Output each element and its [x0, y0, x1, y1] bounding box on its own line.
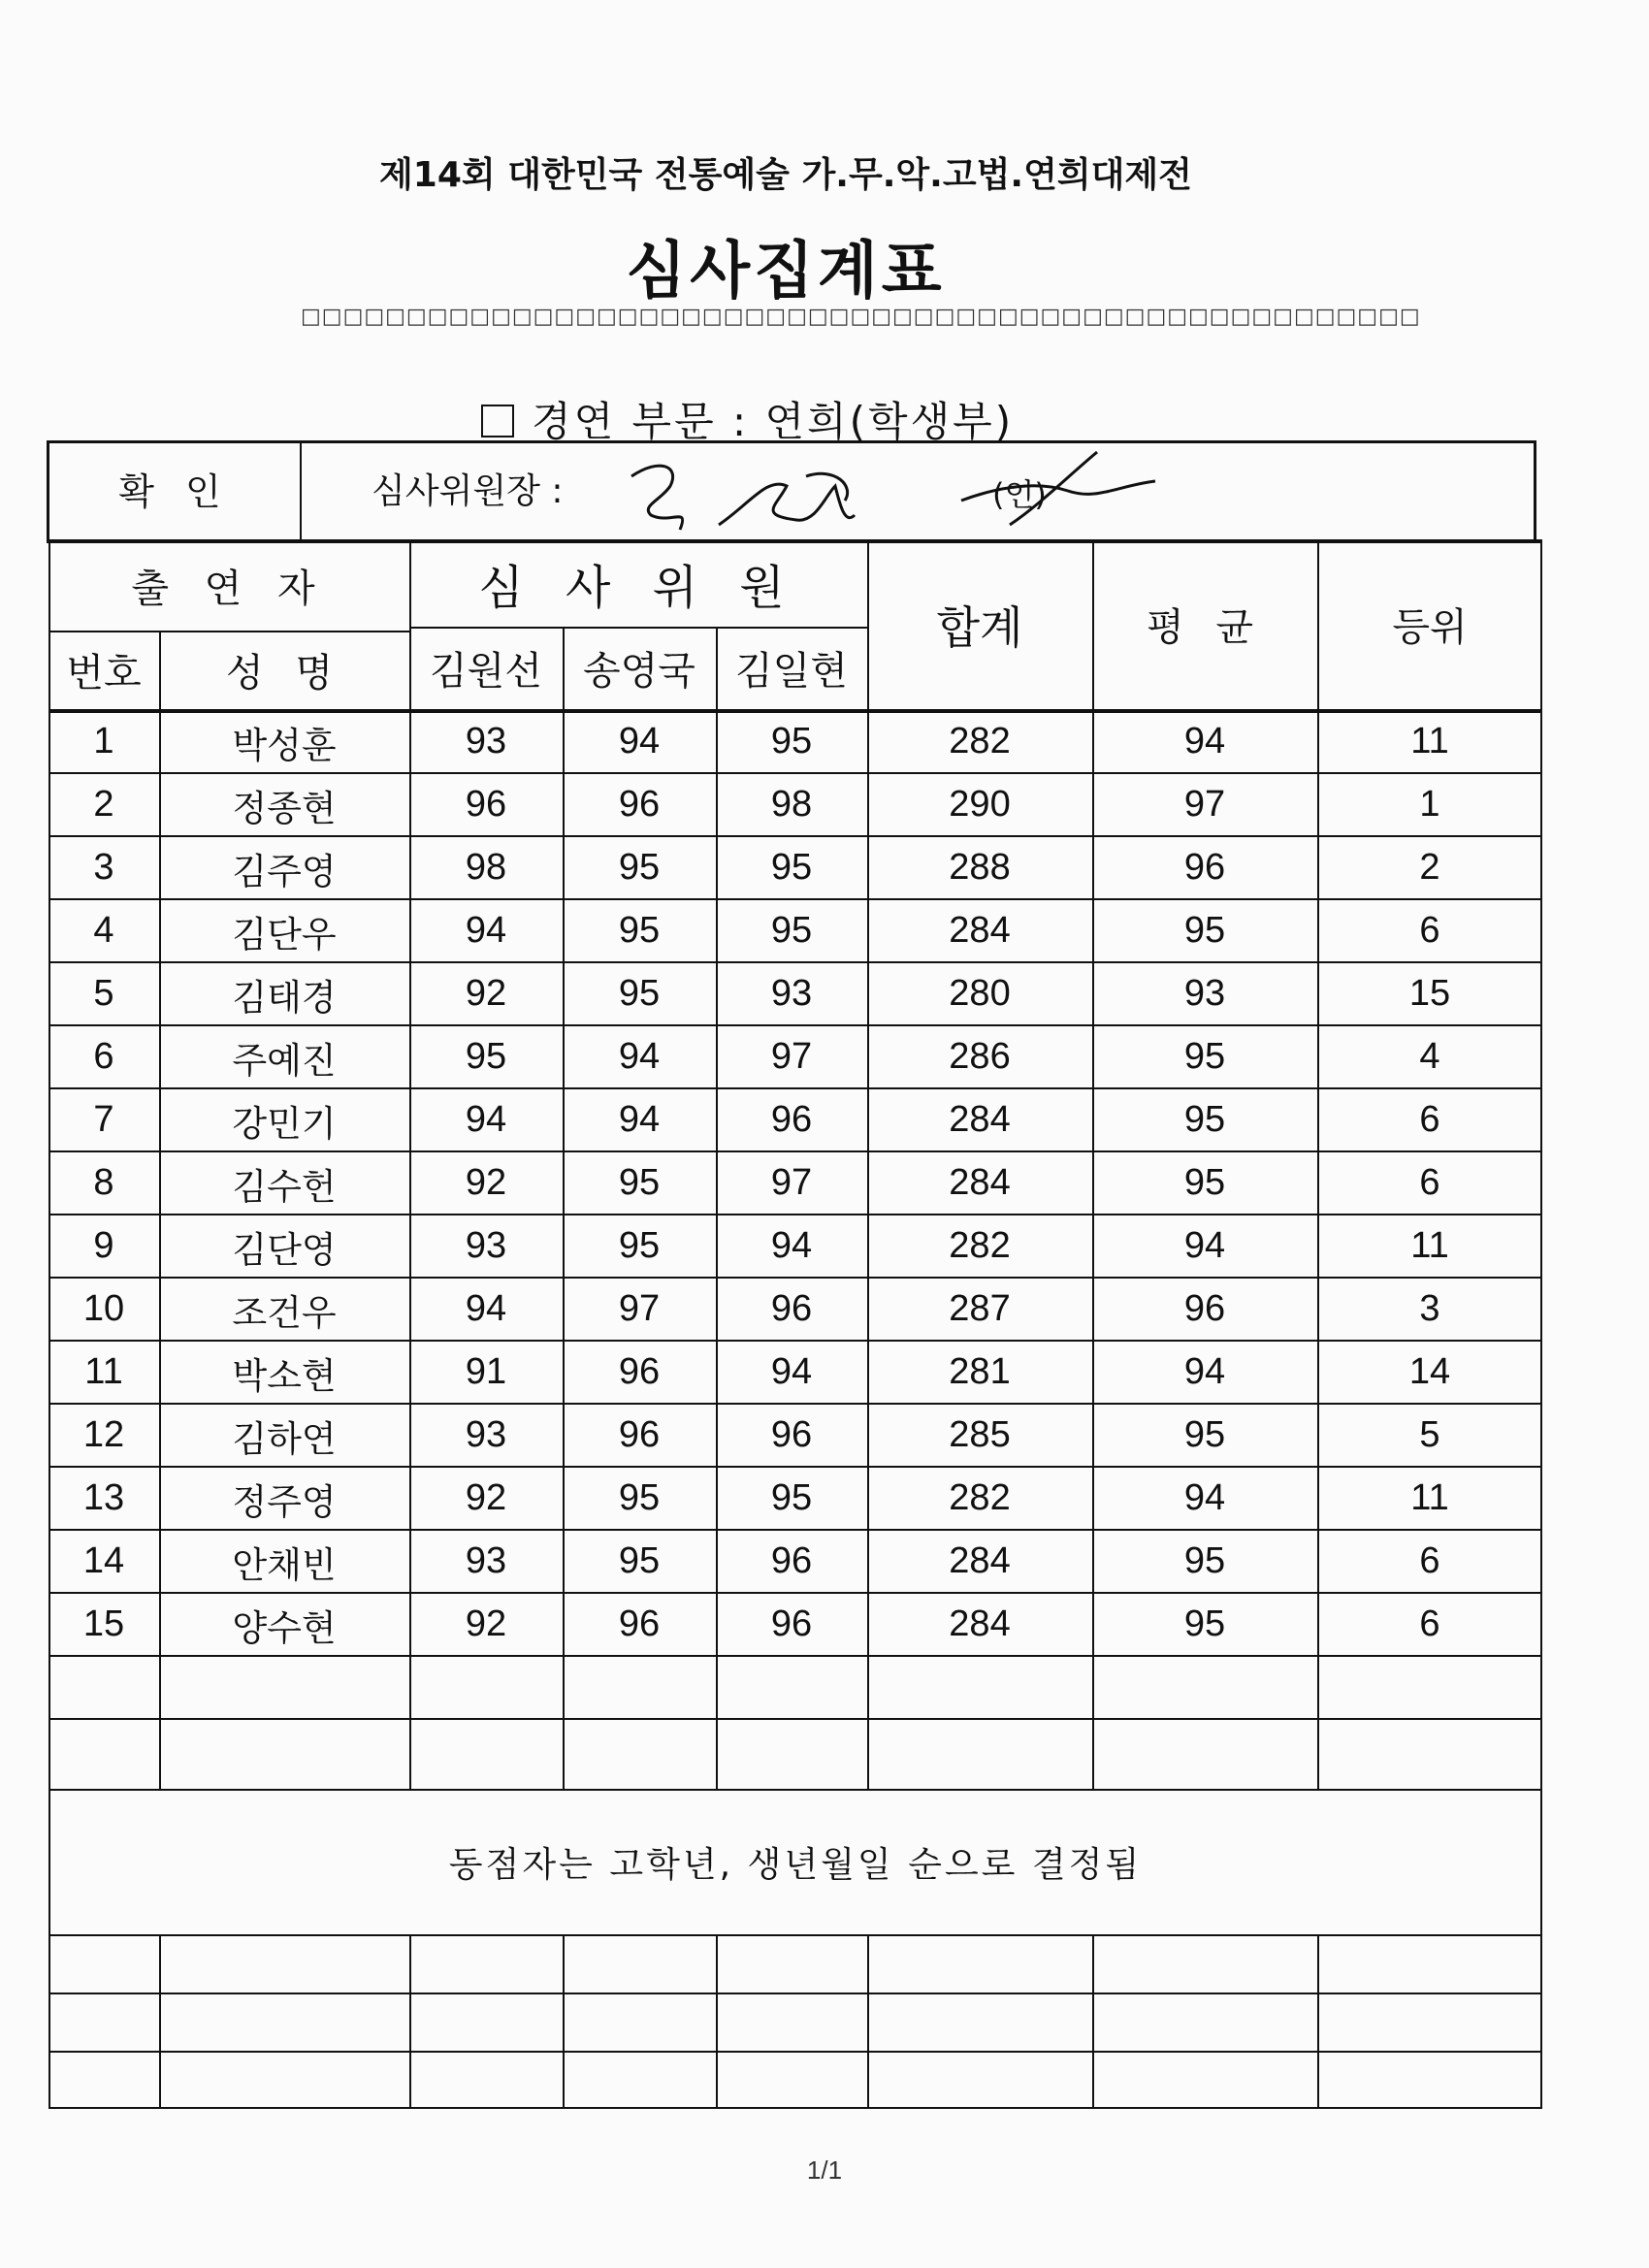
- judge-2-score: 94: [618, 1099, 661, 1140]
- judge-3-score: 97: [770, 1162, 813, 1203]
- judge-1-score: 95: [465, 1036, 507, 1077]
- total-score: 290: [949, 784, 1011, 825]
- average-score: 95: [1183, 1604, 1226, 1644]
- average-score: 95: [1183, 1414, 1226, 1455]
- judge-1-score: 92: [465, 1477, 507, 1518]
- judge-2-score: 95: [618, 1225, 661, 1266]
- average-score: 95: [1183, 1162, 1226, 1203]
- judge-2-header: 송영국: [583, 649, 695, 694]
- performer-name: 정종현: [232, 787, 337, 829]
- performer-name: 김단영: [232, 1228, 337, 1271]
- event-subtitle: 제14회 대한민국 전통예술 가.무.악.고법.연희대제전: [379, 155, 1192, 195]
- average-score: 94: [1183, 1225, 1226, 1266]
- row-number: 4: [93, 910, 114, 951]
- row-number: 1: [93, 721, 114, 761]
- row-number: 15: [82, 1604, 125, 1644]
- rank-value: 11: [1410, 721, 1449, 761]
- seal-text: (인): [992, 476, 1047, 513]
- judge-2-score: 96: [618, 784, 661, 825]
- rank-value: 4: [1419, 1036, 1440, 1077]
- judge-1-score: 93: [465, 1540, 507, 1581]
- average-score: 93: [1183, 973, 1226, 1014]
- average-score: 95: [1183, 1540, 1226, 1581]
- judge-2-score: 95: [618, 1477, 661, 1518]
- judge-3-score: 96: [770, 1414, 813, 1455]
- judge-2-score: 96: [618, 1414, 661, 1455]
- rank-value: 6: [1419, 1540, 1440, 1581]
- total-score: 287: [949, 1288, 1011, 1329]
- row-number: 7: [93, 1099, 114, 1140]
- rank-value: 6: [1419, 1099, 1440, 1140]
- rank-value: 11: [1410, 1477, 1449, 1518]
- judge-1-score: 93: [465, 721, 507, 761]
- judge-1-score: 93: [465, 1414, 507, 1455]
- average-score: 97: [1183, 784, 1226, 825]
- judge-3-score: 96: [770, 1604, 813, 1644]
- performer-name: 김주영: [232, 850, 337, 892]
- judge-1-score: 92: [465, 1604, 507, 1644]
- total-score: 284: [949, 1099, 1011, 1140]
- average-score: 95: [1183, 1099, 1226, 1140]
- total-score: 281: [949, 1351, 1011, 1392]
- total-score: 284: [949, 910, 1011, 951]
- row-number: 10: [82, 1288, 125, 1329]
- average-header: 평 균: [1147, 605, 1263, 650]
- judge-3-score: 95: [770, 1477, 813, 1518]
- judge-1-score: 94: [465, 910, 507, 951]
- judge-3-score: 95: [770, 721, 813, 761]
- rank-value: 15: [1408, 973, 1451, 1014]
- performer-name: 박성훈: [232, 724, 337, 766]
- judge-3-score: 98: [770, 784, 813, 825]
- judge-3-score: 94: [770, 1351, 813, 1392]
- performer-name: 조건우: [232, 1291, 337, 1334]
- rank-value: 2: [1419, 847, 1440, 888]
- total-score: 286: [949, 1036, 1011, 1077]
- judge-1-score: 92: [465, 973, 507, 1014]
- judge-3-header: 김일현: [735, 649, 848, 694]
- chair-label: 심사위원장 :: [372, 471, 564, 511]
- rank-header: 등위: [1392, 605, 1468, 650]
- tiebreak-note: 동점자는 고학년, 생년월일 순으로 결정됨: [448, 1844, 1143, 1885]
- performer-name: 박소현: [232, 1354, 337, 1397]
- row-number: 14: [82, 1540, 125, 1581]
- rank-value: 11: [1410, 1225, 1449, 1266]
- total-score: 280: [949, 973, 1011, 1014]
- judge-1-score: 94: [465, 1099, 507, 1140]
- judge-1-score: 94: [465, 1288, 507, 1329]
- signature-icon: [612, 447, 1175, 544]
- total-score: 282: [949, 1477, 1011, 1518]
- rank-value: 6: [1419, 1162, 1440, 1203]
- competition-section: [481, 390, 1014, 448]
- average-score: 96: [1183, 847, 1226, 888]
- row-number: 13: [82, 1477, 125, 1518]
- average-score: 94: [1183, 721, 1226, 761]
- judge-3-score: 95: [770, 910, 813, 951]
- performer-name: 강민기: [232, 1102, 337, 1145]
- judges-group-header: 심 사 위 원: [478, 560, 798, 615]
- average-score: 94: [1183, 1351, 1226, 1392]
- rank-value: 3: [1419, 1288, 1440, 1329]
- total-score: 285: [949, 1414, 1011, 1455]
- performer-name: 김단우: [232, 913, 337, 956]
- confirm-label: 확 인: [49, 443, 302, 540]
- judge-2-score: 95: [618, 910, 661, 951]
- judge-3-score: 93: [770, 973, 813, 1014]
- total-score: 284: [949, 1604, 1011, 1644]
- judge-3-score: 96: [770, 1540, 813, 1581]
- judge-1-score: 93: [465, 1225, 507, 1266]
- judge-3-score: 97: [770, 1036, 813, 1077]
- total-score: 288: [949, 847, 1011, 888]
- average-score: 95: [1183, 1036, 1226, 1077]
- judge-2-score: 95: [618, 1540, 661, 1581]
- judge-2-score: 97: [618, 1288, 661, 1329]
- judge-2-score: 95: [618, 973, 661, 1014]
- row-number: 6: [93, 1036, 114, 1077]
- row-number: 12: [82, 1414, 125, 1455]
- judge-3-score: 96: [770, 1099, 813, 1140]
- page-title: 심사집계표: [626, 236, 946, 308]
- checkbox-icon: [481, 405, 514, 437]
- performer-name: 양수현: [232, 1606, 337, 1649]
- judge-2-score: 94: [618, 1036, 661, 1077]
- total-score: 284: [949, 1540, 1011, 1581]
- total-header: 합계: [936, 600, 1023, 654]
- judge-3-score: 94: [770, 1225, 813, 1266]
- judge-2-score: 94: [618, 721, 661, 761]
- judge-3-score: 96: [770, 1288, 813, 1329]
- number-header: 번호: [66, 651, 142, 696]
- rank-value: 6: [1419, 910, 1440, 951]
- rank-value: 1: [1419, 784, 1440, 825]
- judge-2-score: 96: [618, 1604, 661, 1644]
- rank-value: 14: [1408, 1351, 1451, 1392]
- page-number: 1/1: [806, 2155, 843, 2185]
- average-score: 95: [1183, 910, 1226, 951]
- total-score: 284: [949, 1162, 1011, 1203]
- row-number: 9: [93, 1225, 114, 1266]
- performer-name: 김하연: [232, 1417, 337, 1460]
- judge-1-score: 91: [465, 1351, 507, 1392]
- performer-name: 안채빈: [232, 1543, 337, 1586]
- performer-name: 김태경: [232, 976, 337, 1019]
- row-number: 8: [93, 1162, 114, 1203]
- performer-group-header: 출 연 자: [131, 566, 327, 611]
- judge-1-score: 92: [465, 1162, 507, 1203]
- judge-2-score: 95: [618, 1162, 661, 1203]
- judge-2-score: 96: [618, 1351, 661, 1392]
- average-score: 96: [1183, 1288, 1226, 1329]
- name-header: 성 명: [226, 651, 342, 696]
- row-number: 3: [93, 847, 114, 888]
- average-score: 94: [1183, 1477, 1226, 1518]
- judge-1-score: 98: [465, 847, 507, 888]
- performer-name: 정주영: [232, 1480, 337, 1523]
- rank-value: 5: [1419, 1414, 1440, 1455]
- row-number: 5: [93, 973, 114, 1014]
- placeholder-box-row: □□□□□□□□□□□□□□□□□□□□□□□□□□□□□□□□□□□□□□□□□□□□□□□□□□□□□: [301, 305, 1421, 329]
- total-score: 282: [949, 1225, 1011, 1266]
- performer-name: 김수헌: [232, 1165, 337, 1208]
- section-label: 경연 부문 : 연희(학생부): [532, 398, 1015, 445]
- row-number: 11: [84, 1351, 123, 1392]
- judge-3-score: 95: [770, 847, 813, 888]
- judge-1-score: 96: [465, 784, 507, 825]
- confirm-row: [47, 440, 1536, 543]
- total-score: 282: [949, 721, 1011, 761]
- judge-1-header: 김원선: [430, 649, 542, 694]
- row-number: 2: [93, 784, 114, 825]
- performer-name: 주예진: [232, 1039, 337, 1082]
- score-table: [48, 539, 1542, 2109]
- rank-value: 6: [1419, 1604, 1440, 1644]
- judge-2-score: 95: [618, 847, 661, 888]
